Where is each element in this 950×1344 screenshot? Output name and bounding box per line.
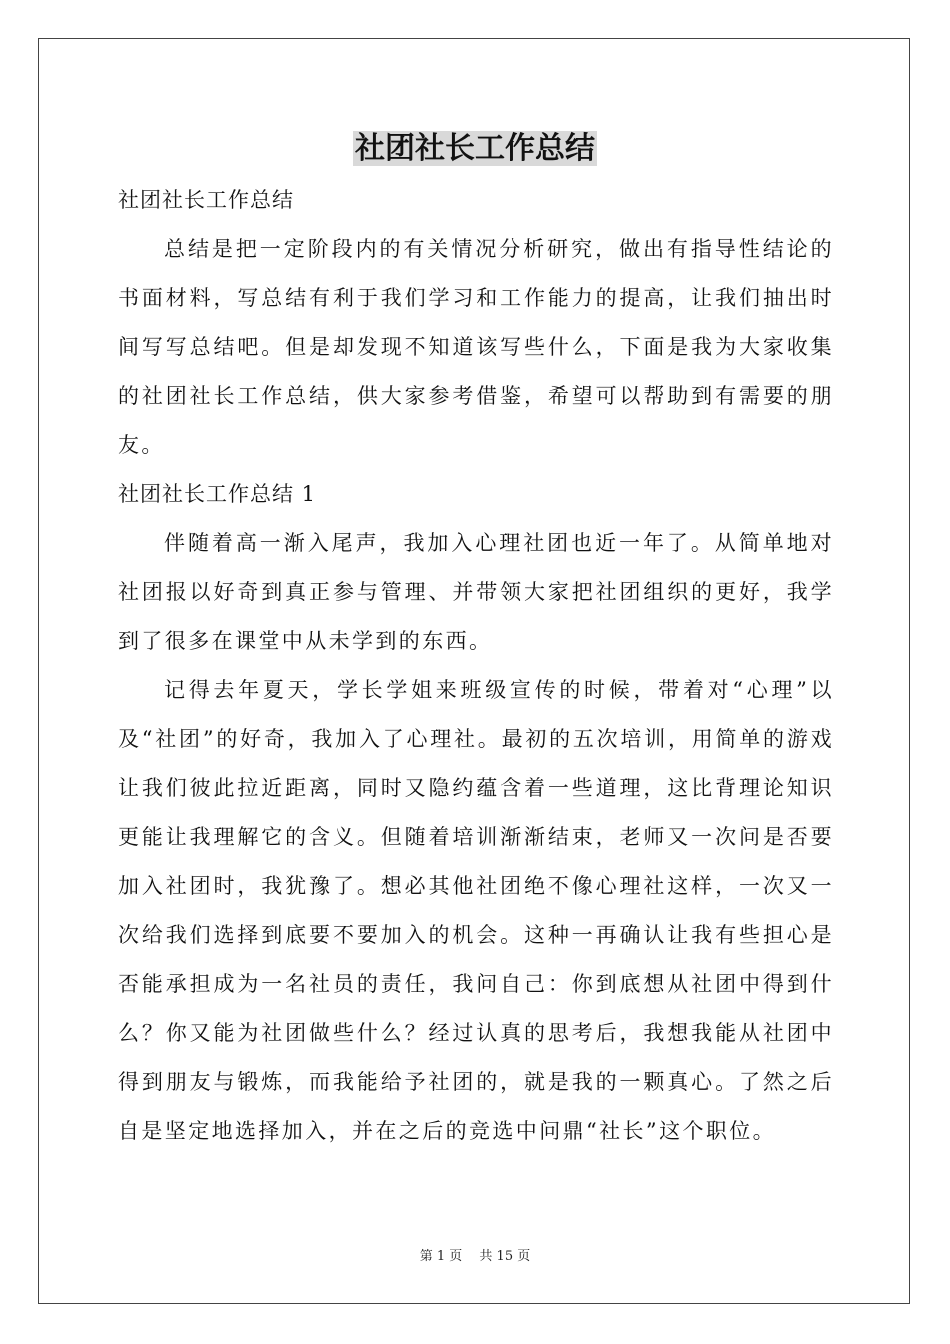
intro-paragraph: 总结是把一定阶段内的有关情况分析研究，做出有指导性结论的书面材料，写总结有利于我们学习和工作能力的提高，让我们抽出时间写写总结吧。但是却发现不知道该写些什么，下面是我为大家收集的社团社长工作总结，供大家参考借鉴，希望可以帮助到有需要的朋友。 [118, 237, 834, 457]
document-title [0, 126, 950, 172]
page-number-footer: 第 1 页 共 15 页 [419, 1249, 531, 1264]
section-heading-1: 社团社长工作总结 1 [118, 482, 317, 506]
document-title-text: 社团社长工作总结 [355, 131, 595, 166]
body-paragraph: 记得去年夏天，学长学姐来班级宣传的时候，带着对“心理”以及“社团”的好奇，我加入了心理社。最初的五次培训，用简单的游戏让我们彼此拉近距离，同时又隐约蕴含着一些道理，这比背理论知识更能让我理解它的含义。但随着培训渐渐结束，老师又一次问是否要加入社团时，我犹豫了。想必其他社团绝不像心理社这样，一次又一次给我们选择到底要不要加入的机会。这种一再确认让我有些担心是否能承担成为一名社员的责任，我问自己：你到底想从社团中得到什么？你又能为社团做些什么？经过认真的思考后，我想我能从社团中得到朋友与锻炼，而我能给予社团的，就是我的一颗真心。了然之后自是坚定地选择加入，并在之后的竞选中问鼎“社长”这个职位。 [118, 678, 834, 1143]
section-heading: 社团社长工作总结 [118, 188, 294, 212]
document-body [118, 176, 834, 1156]
body-paragraph: 伴随着高一渐入尾声，我加入心理社团也近一年了。从简单地对社团报以好奇到真正参与管理、并带领大家把社团组织的更好，我学到了很多在课堂中从未学到的东西。 [118, 531, 834, 653]
